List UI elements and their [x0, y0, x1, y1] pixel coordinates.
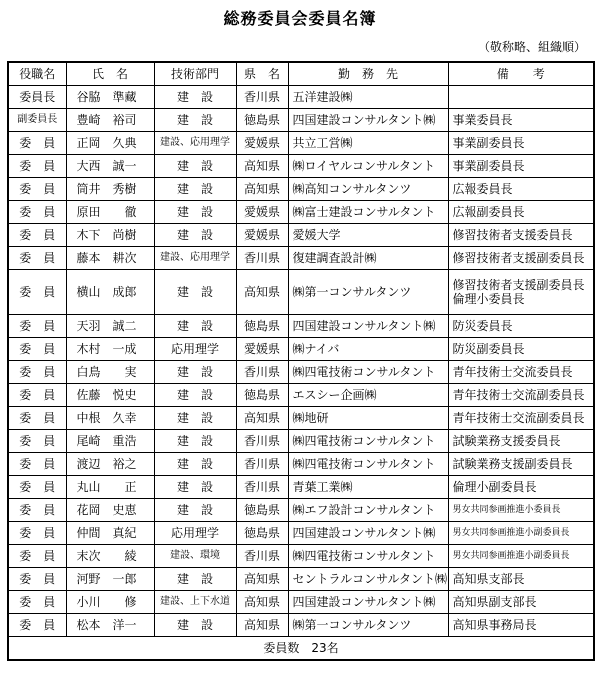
cell-remark: 高知県事務局長 — [448, 614, 594, 637]
cell-remark: 高知県副支部長 — [448, 591, 594, 614]
cell-pref: 香川県 — [236, 86, 288, 109]
cell-role: 委 員 — [8, 247, 66, 270]
cell-role: 委 員 — [8, 201, 66, 224]
header-pref: 県 名 — [236, 62, 288, 86]
cell-pref: 高知県 — [236, 614, 288, 637]
cell-workplace: 復建調査設計㈱ — [288, 247, 448, 270]
cell-role: 委 員 — [8, 384, 66, 407]
cell-remark: 広報副委員長 — [448, 201, 594, 224]
cell-dept: 建設、応用理学 — [154, 247, 236, 270]
cell-dept: 建 設 — [154, 361, 236, 384]
cell-remark: 試験業務支援委員長 — [448, 430, 594, 453]
table-row — [8, 247, 594, 270]
cell-dept: 建 設 — [154, 201, 236, 224]
table-row — [8, 270, 594, 315]
cell-pref: 徳島県 — [236, 384, 288, 407]
table-row — [8, 545, 594, 568]
table-row — [8, 201, 594, 224]
cell-dept: 建 設 — [154, 109, 236, 132]
cell-workplace: ㈱富士建設コンサルタント — [288, 201, 448, 224]
cell-name: 丸山 正 — [66, 476, 154, 499]
cell-pref: 高知県 — [236, 270, 288, 315]
table-row — [8, 407, 594, 430]
cell-role: 委 員 — [8, 430, 66, 453]
cell-pref: 香川県 — [236, 453, 288, 476]
cell-pref: 香川県 — [236, 430, 288, 453]
cell-name: 中根 久幸 — [66, 407, 154, 430]
cell-name: 尾崎 重浩 — [66, 430, 154, 453]
cell-dept: 建 設 — [154, 178, 236, 201]
table-row — [8, 86, 594, 109]
cell-pref: 高知県 — [236, 568, 288, 591]
cell-workplace: ㈱ロイヤルコンサルタント — [288, 155, 448, 178]
table-row — [8, 155, 594, 178]
cell-name: 豊崎 裕司 — [66, 109, 154, 132]
cell-pref: 高知県 — [236, 155, 288, 178]
cell-dept: 建設、上下水道 — [154, 591, 236, 614]
cell-name: 大西 誠一 — [66, 155, 154, 178]
cell-remark: 事業委員長 — [448, 109, 594, 132]
cell-remark: 倫理小副委員長 — [448, 476, 594, 499]
cell-workplace: 五洋建設㈱ — [288, 86, 448, 109]
cell-name: 横山 成郎 — [66, 270, 154, 315]
cell-workplace: 共立工営㈱ — [288, 132, 448, 155]
cell-workplace: ㈱エフ設計コンサルタント — [288, 499, 448, 522]
cell-dept: 建 設 — [154, 155, 236, 178]
cell-role: 委 員 — [8, 499, 66, 522]
cell-role: 委 員 — [8, 178, 66, 201]
cell-name: 天羽 誠二 — [66, 315, 154, 338]
cell-dept: 建 設 — [154, 476, 236, 499]
cell-remark: 男女共同参画推進小副委員長 — [448, 545, 594, 568]
table-row — [8, 338, 594, 361]
cell-workplace: ㈱四電技術コンサルタント — [288, 453, 448, 476]
cell-pref: 高知県 — [236, 407, 288, 430]
cell-pref: 香川県 — [236, 545, 288, 568]
cell-pref: 高知県 — [236, 591, 288, 614]
cell-pref: 香川県 — [236, 476, 288, 499]
cell-name: 木村 一成 — [66, 338, 154, 361]
cell-remark: 高知県支部長 — [448, 568, 594, 591]
cell-dept: 建 設 — [154, 430, 236, 453]
cell-workplace: ㈱ナイバ — [288, 338, 448, 361]
cell-dept: 建 設 — [154, 499, 236, 522]
cell-workplace: 四国建設コンサルタント㈱ — [288, 315, 448, 338]
cell-dept: 建 設 — [154, 453, 236, 476]
cell-dept: 建 設 — [154, 270, 236, 315]
table-row — [8, 453, 594, 476]
cell-role: 委 員 — [8, 155, 66, 178]
member-count: 委員数 23名 — [8, 637, 594, 661]
cell-role: 委 員 — [8, 476, 66, 499]
cell-workplace: ㈱第一コンサルタンツ — [288, 270, 448, 315]
cell-dept: 建 設 — [154, 315, 236, 338]
header-dept: 技術部門 — [154, 62, 236, 86]
roster-body — [8, 86, 594, 637]
cell-dept: 建 設 — [154, 224, 236, 247]
cell-workplace: エスシー企画㈱ — [288, 384, 448, 407]
cell-remark: 男女共同参画推進小委員長 — [448, 499, 594, 522]
cell-workplace: ㈱四電技術コンサルタント — [288, 545, 448, 568]
table-row — [8, 591, 594, 614]
cell-workplace: ㈱四電技術コンサルタント — [288, 430, 448, 453]
cell-role: 委 員 — [8, 338, 66, 361]
page-title: 総務委員会委員名簿 — [223, 9, 377, 28]
cell-name: 原田 徹 — [66, 201, 154, 224]
cell-name: 佐藤 悦史 — [66, 384, 154, 407]
cell-dept: 建 設 — [154, 614, 236, 637]
cell-dept: 応用理学 — [154, 522, 236, 545]
cell-remark: 青年技術士交流副委員長 — [448, 384, 594, 407]
cell-dept: 応用理学 — [154, 338, 236, 361]
table-row — [8, 476, 594, 499]
cell-role: 委 員 — [8, 407, 66, 430]
cell-role: 副委員長 — [8, 109, 66, 132]
cell-pref: 香川県 — [236, 247, 288, 270]
cell-remark — [448, 86, 594, 109]
cell-role: 委 員 — [8, 614, 66, 637]
cell-role: 委 員 — [8, 568, 66, 591]
cell-role: 委 員 — [8, 315, 66, 338]
cell-name: 木下 尚樹 — [66, 224, 154, 247]
cell-remark: 事業副委員長 — [448, 155, 594, 178]
cell-dept: 建 設 — [154, 568, 236, 591]
cell-name: 花岡 史恵 — [66, 499, 154, 522]
cell-name: 正岡 久典 — [66, 132, 154, 155]
table-row — [8, 430, 594, 453]
cell-workplace: セントラルコンサルタント㈱ — [288, 568, 448, 591]
cell-role: 委 員 — [8, 591, 66, 614]
cell-remark-line: 修習技術者支援副委員長 — [452, 278, 585, 292]
table-row — [8, 614, 594, 637]
cell-role: 委員長 — [8, 86, 66, 109]
cell-role: 委 員 — [8, 361, 66, 384]
cell-dept: 建設、応用理学 — [154, 132, 236, 155]
cell-pref: 愛媛県 — [236, 132, 288, 155]
cell-workplace: 愛媛大学 — [288, 224, 448, 247]
table-row — [8, 224, 594, 247]
footer-row — [8, 637, 594, 661]
cell-workplace: 四国建設コンサルタント㈱ — [288, 591, 448, 614]
table-row — [8, 522, 594, 545]
cell-pref: 愛媛県 — [236, 338, 288, 361]
cell-pref: 高知県 — [236, 178, 288, 201]
cell-dept: 建 設 — [154, 407, 236, 430]
cell-name: 渡辺 裕之 — [66, 453, 154, 476]
cell-remark: 青年技術士交流副委員長 — [448, 407, 594, 430]
cell-workplace: ㈱高知コンサルタンツ — [288, 178, 448, 201]
cell-name: 河野 一郎 — [66, 568, 154, 591]
cell-name: 仲間 真紀 — [66, 522, 154, 545]
cell-pref: 徳島県 — [236, 499, 288, 522]
cell-remark-line: 倫理小委員長 — [452, 292, 525, 306]
cell-workplace: ㈱四電技術コンサルタント — [288, 361, 448, 384]
cell-remark: 修習技術者支援委員長 — [448, 224, 594, 247]
cell-remark: 男女共同参画推進小副委員長 — [448, 522, 594, 545]
header-remarks: 備 考 — [448, 62, 594, 86]
cell-name: 筒井 秀樹 — [66, 178, 154, 201]
cell-remark: 修習技術者支援副委員長 — [448, 247, 594, 270]
cell-remark: 広報委員長 — [448, 178, 594, 201]
cell-dept: 建設、環境 — [154, 545, 236, 568]
cell-remark — [448, 270, 594, 315]
cell-dept: 建 設 — [154, 384, 236, 407]
cell-name: 白鳥 実 — [66, 361, 154, 384]
table-row — [8, 315, 594, 338]
cell-pref: 徳島県 — [236, 522, 288, 545]
header-workplace: 勤 務 先 — [288, 62, 448, 86]
header-row — [8, 62, 594, 86]
cell-workplace: 四国建設コンサルタント㈱ — [288, 109, 448, 132]
cell-remark: 試験業務支援副委員長 — [448, 453, 594, 476]
committee-roster-table — [7, 61, 595, 661]
table-row — [8, 178, 594, 201]
cell-remark: 事業副委員長 — [448, 132, 594, 155]
header-role: 役職名 — [8, 62, 66, 86]
cell-pref: 香川県 — [236, 361, 288, 384]
header-name: 氏 名 — [66, 62, 154, 86]
table-row — [8, 499, 594, 522]
cell-name: 藤本 耕次 — [66, 247, 154, 270]
table-row — [8, 109, 594, 132]
cell-workplace: 四国建設コンサルタント㈱ — [288, 522, 448, 545]
cell-name: 小川 修 — [66, 591, 154, 614]
cell-workplace: ㈱第一コンサルタンツ — [288, 614, 448, 637]
cell-name: 谷脇 準藏 — [66, 86, 154, 109]
table-row — [8, 361, 594, 384]
cell-role: 委 員 — [8, 545, 66, 568]
cell-role: 委 員 — [8, 453, 66, 476]
cell-workplace: ㈱地研 — [288, 407, 448, 430]
cell-remark: 防災副委員長 — [448, 338, 594, 361]
table-row — [8, 568, 594, 591]
cell-pref: 愛媛県 — [236, 201, 288, 224]
cell-pref: 徳島県 — [236, 315, 288, 338]
cell-name: 末次 綾 — [66, 545, 154, 568]
cell-pref: 徳島県 — [236, 109, 288, 132]
cell-role: 委 員 — [8, 270, 66, 315]
cell-remark: 防災委員長 — [448, 315, 594, 338]
cell-pref: 愛媛県 — [236, 224, 288, 247]
cell-remark: 青年技術士交流委員長 — [448, 361, 594, 384]
table-row — [8, 132, 594, 155]
cell-workplace: 青葉工業㈱ — [288, 476, 448, 499]
cell-dept: 建 設 — [154, 86, 236, 109]
sort-note: （敬称略、組織順） — [477, 40, 586, 54]
table-row — [8, 384, 594, 407]
cell-role: 委 員 — [8, 522, 66, 545]
cell-role: 委 員 — [8, 132, 66, 155]
cell-role: 委 員 — [8, 224, 66, 247]
cell-name: 松本 洋一 — [66, 614, 154, 637]
